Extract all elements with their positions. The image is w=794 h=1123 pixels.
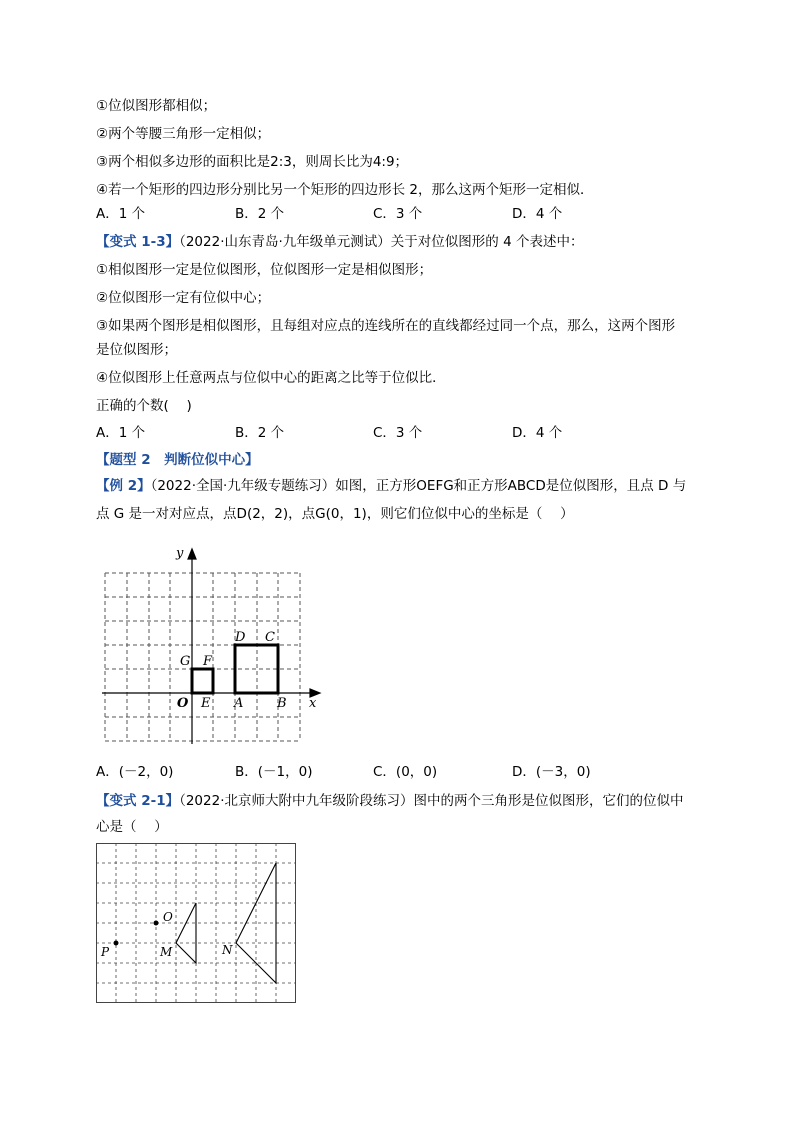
label-p: P [101,945,110,959]
label-x: x [309,696,317,711]
variant-1-3-statement-1: ①相似图形一定是位似图形，位似图形一定是相似图形； [96,262,433,278]
statement-2: ②两个等腰三角形一定相似； [96,126,271,142]
variant-1-3-statement-2: ②位似图形一定有位似中心； [96,290,271,306]
point-o [154,921,159,926]
option-d: D．4 个 [512,206,563,222]
variant-2-1-line-2: 心是（ ） [96,819,168,835]
square-oefg [192,669,213,693]
variant-1-3-text: （2022·山东青岛·九年级单元测试）关于对位似图形的 4 个表述中： [179,234,584,250]
variant-1-3-statement-3b: 是位似图形； [96,342,177,358]
options-row-3 [96,762,696,782]
variant-2-1-line-1 [96,791,684,811]
option-a: A．1 个 [96,425,146,441]
example-2-tag: 【例 2】 [96,478,151,494]
option-c: C．3 个 [373,206,423,222]
coordinate-figure [100,544,330,750]
point-p [114,941,119,946]
variant-1-3-statement-3a: ③如果两个图形是相似图形，且每组对应点的连线所在的直线都经过同一个点，那么，这两个图形 [96,318,676,334]
triangles-figure [96,843,298,1005]
example-2-text: （2022·全国·九年级专题练习）如图，正方形OEFG和正方形ABCD是位似图形，且点 D 与 [150,478,687,494]
options-row-2 [96,423,696,443]
options-row-1 [96,204,696,224]
option-a: A．1 个 [96,206,146,222]
variant-1-3-question: 正确的个数( ) [96,398,192,414]
variant-1-3-tag: 【变式 1-3】 [96,234,180,250]
option-c: C．(0，0) [373,764,438,780]
label-m: M [160,945,173,959]
label-f: F [203,654,213,669]
axes [102,549,320,744]
label-o: O [163,910,173,924]
option-b: B．2 个 [235,425,285,441]
label-a: A [234,696,244,711]
variant-2-1-tag: 【变式 2-1】 [96,793,180,809]
option-b: B．(－1，0) [235,764,313,780]
label-g: G [180,654,191,669]
statement-4: ④若一个矩形的四边形分别比另一个矩形的四边形长 2，那么这两个矩形一定相似． [96,182,594,198]
label-b: B [277,696,287,711]
small-triangle [176,903,196,963]
label-e: E [201,696,211,711]
option-d: D．4 个 [512,425,563,441]
statement-3: ③两个相似多边形的面积比是2:3，则周长比为4:9； [96,154,409,170]
option-a: A．(－2，0) [96,764,174,780]
label-n: N [222,943,233,957]
label-o: O [177,696,189,711]
variant-1-3-heading [96,232,583,252]
option-c: C．3 个 [373,425,423,441]
variant-2-1-text: （2022·北京师大附中九年级阶段练习）图中的两个三角形是位似图形，它们的位似中 [179,793,684,809]
section-title: 【题型 2 判断位似中心】 [96,452,259,468]
example-2-line-2: 点 G 是一对对应点，点D(2，2)，点G(0，1)，则它们位似中心的坐标是（ ） [96,506,574,522]
label-y: y [176,546,184,561]
example-2-line-1 [96,476,686,496]
option-b: B．2 个 [235,206,285,222]
label-c: C [265,630,275,645]
label-d: D [235,630,246,645]
statement-1: ①位似图形都相似； [96,98,217,114]
option-d: D．(－3，0) [512,764,591,780]
variant-1-3-statement-4: ④位似图形上任意两点与位似中心的距离之比等于位似比． [96,370,446,386]
